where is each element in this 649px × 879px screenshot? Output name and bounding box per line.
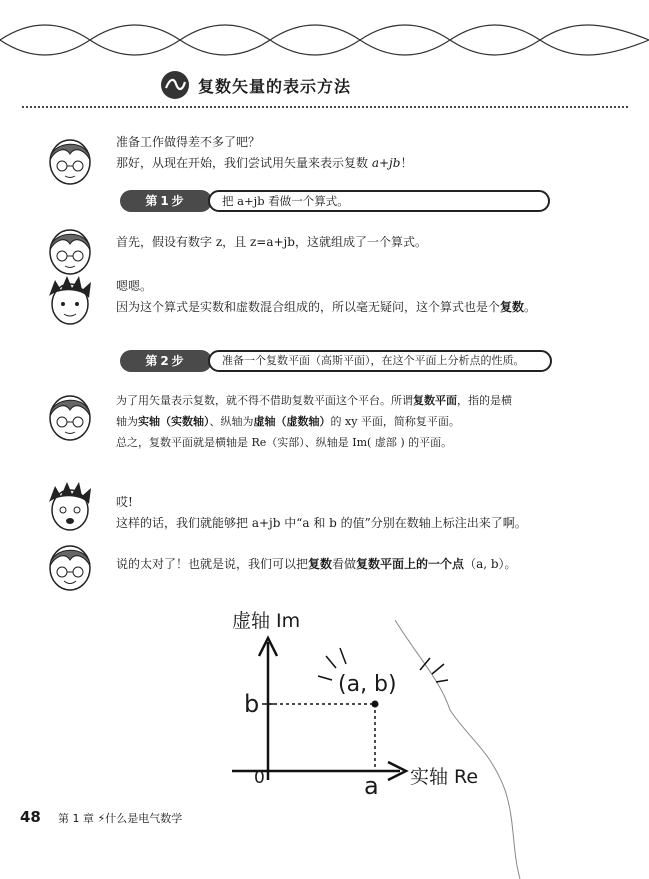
boy-character-icon xyxy=(45,272,95,328)
page-number: 48 xyxy=(20,808,41,826)
dialogue-5-line2: 这样的话，我们就能够把 a+jb 中“a 和 b 的值”分别在数轴上标注出来了啊。 xyxy=(116,516,527,530)
girl-character-icon xyxy=(45,222,95,278)
dialogue-4-line3: 总之，复数平面就是横轴是 Re（实部）、纵轴是 Im( 虚部 ) 的平面。 xyxy=(116,436,453,449)
dialogue-5 xyxy=(116,492,527,534)
point-marker xyxy=(372,701,379,708)
dialogue-1 xyxy=(116,132,412,174)
step-2-text: 准备一个复数平面（高斯平面），在这个平面上分析点的性质。 xyxy=(208,350,552,372)
dialogue-1-line1: 准备工作做得差不多了吧？ xyxy=(116,135,261,149)
torn-paper-edge xyxy=(395,620,520,879)
dotted-divider xyxy=(22,106,628,108)
dialogue-6: 说的太对了！也就是说，我们可以把复数看做复数平面上的一个点（a, b）。 xyxy=(116,557,517,571)
wave-circle-icon xyxy=(160,70,190,100)
girl-character-icon xyxy=(45,132,95,188)
decorative-wave-border xyxy=(0,0,649,70)
y-axis-label: 虚轴 Im xyxy=(232,610,301,632)
girl-character-icon xyxy=(45,388,95,444)
dialogue-4-line2: 轴为实轴（实数轴）、纵轴为虚轴（虚数轴）的 xy 平面，简称复平面。 xyxy=(116,415,460,428)
x-axis-label: 实轴 Re xyxy=(410,766,479,788)
step-2-banner xyxy=(120,350,552,372)
chapter-footer: 第 1 章 ⚡什么是电气数学 xyxy=(58,812,183,825)
point-label: (a, b) xyxy=(338,672,397,697)
step-1-banner xyxy=(120,190,550,212)
origin-label: 0 xyxy=(254,768,265,788)
section-title: 复数矢量的表示方法 xyxy=(198,76,352,96)
b-value-label: b xyxy=(244,690,260,718)
dialogue-3-line2: 因为这个算式是实数和虚数混合组成的，所以毫无疑问，这个算式也是个复数。 xyxy=(116,300,537,314)
step-1-text: 把 a+jb 看做一个算式。 xyxy=(208,190,550,212)
dialogue-3-line1: 嗯嗯。 xyxy=(116,279,153,293)
complex-plane-diagram xyxy=(0,600,649,879)
dialogue-2: 首先，假设有数字 z，且 z=a+jb，这就组成了一个算式。 xyxy=(116,235,427,249)
dialogue-5-line1: 哎! xyxy=(116,495,133,509)
dialogue-4-line1: 为了用矢量表示复数，就不得不借助复数平面这个平台。所谓复数平面，指的是横 xyxy=(116,394,512,407)
girl-character-icon xyxy=(45,538,95,594)
step-1-tag: 第1步 xyxy=(120,190,212,212)
a-value-label: a xyxy=(364,772,379,800)
boy-character-icon xyxy=(45,478,95,534)
dialogue-3 xyxy=(116,276,536,318)
step-2-tag: 第2步 xyxy=(120,350,212,372)
section-header xyxy=(160,70,351,100)
dialogue-4 xyxy=(116,390,512,453)
dialogue-1-line2: 那好，从现在开始，我们尝试用矢量来表示复数 a+jb！ xyxy=(116,156,413,170)
